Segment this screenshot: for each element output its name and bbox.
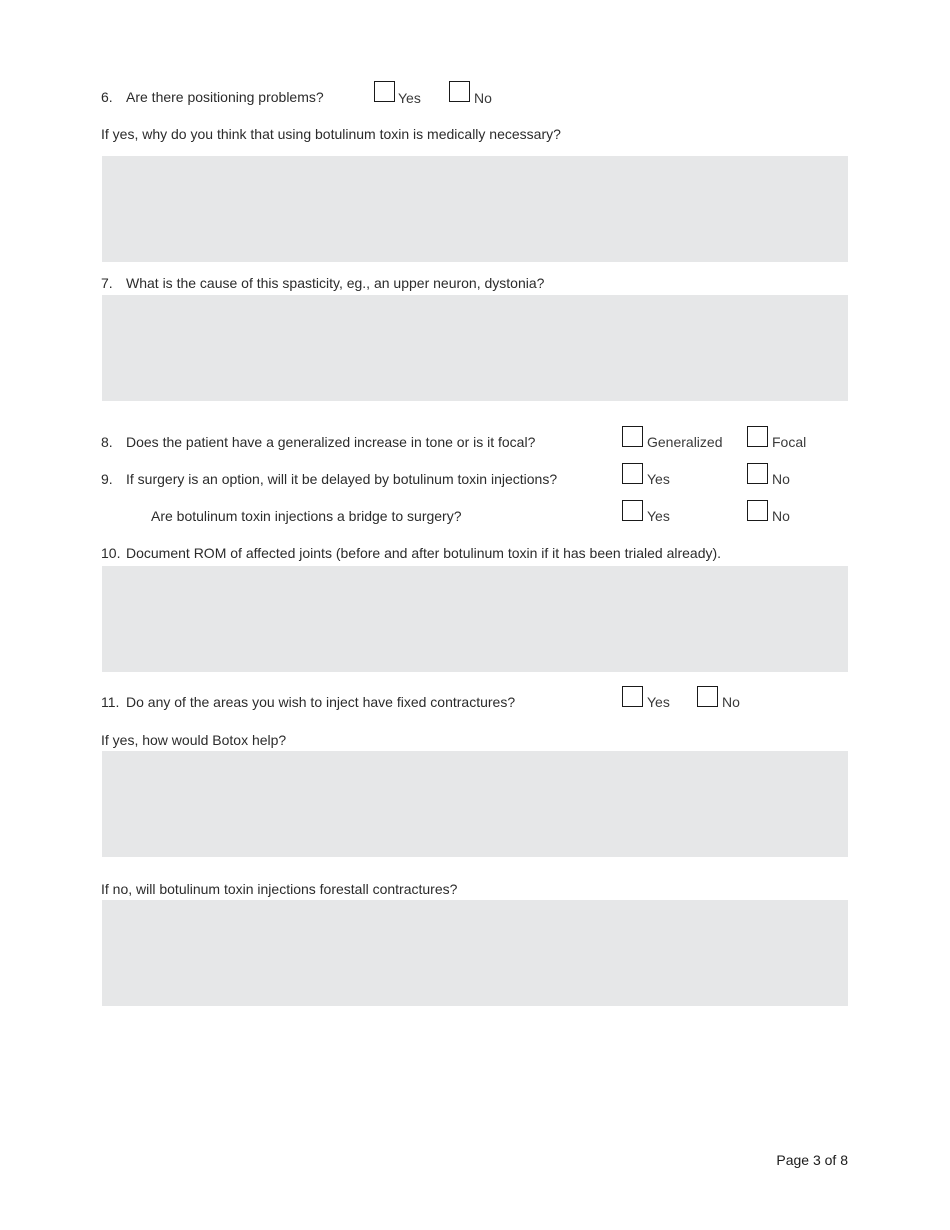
q10-question: Document ROM of affected joints (before and after botulinum toxin if it has been trialed already). [126, 545, 722, 561]
q11-question: Do any of the areas you wish to inject have fixed contractures? [126, 694, 516, 710]
q9-sub-no-checkbox[interactable] [747, 500, 768, 521]
q10-number: 10. [101, 545, 121, 561]
q9-sub-question: Are botulinum toxin injections a bridge to surgery? [151, 508, 462, 524]
q8-generalized-checkbox[interactable] [622, 426, 643, 447]
q7-question: What is the cause of this spasticity, eg., an upper neuron, dystonia? [126, 275, 545, 291]
q6-followup-label: If yes, why do you think that using botulinum toxin is medically necessary? [101, 126, 561, 142]
q8-focal-checkbox[interactable] [747, 426, 768, 447]
q9-sub-yes-label: Yes [647, 508, 670, 524]
q8-question: Does the patient have a generalized increase in tone or is it focal? [126, 434, 536, 450]
q8-focal-label: Focal [772, 434, 807, 450]
q9-question: If surgery is an option, will it be delayed by botulinum toxin injections? [126, 471, 558, 487]
q11-followup-no-label: If no, will botulinum toxin injections forestall contractures? [101, 881, 458, 897]
q8-generalized-label: Generalized [647, 434, 723, 450]
q9-no-label: No [772, 471, 790, 487]
q6-question: Are there positioning problems? [126, 89, 324, 105]
q6-yes-label: Yes [398, 90, 421, 106]
q11-followup-yes-answer-field[interactable] [102, 751, 848, 857]
q10-answer-field[interactable] [102, 566, 848, 672]
page-number: Page 3 of 8 [776, 1152, 848, 1168]
q11-followup-no-answer-field[interactable] [102, 900, 848, 1006]
q9-number: 9. [101, 471, 113, 487]
q9-sub-no-label: No [772, 508, 790, 524]
q11-no-label: No [722, 694, 740, 710]
q6-followup-answer-field[interactable] [102, 156, 848, 262]
q6-number: 6. [101, 89, 113, 105]
q11-number: 11. [101, 694, 120, 710]
q7-answer-field[interactable] [102, 295, 848, 401]
q6-no-checkbox[interactable] [449, 81, 470, 102]
q7-number: 7. [101, 275, 113, 291]
q9-sub-yes-checkbox[interactable] [622, 500, 643, 521]
q11-followup-yes-label: If yes, how would Botox help? [101, 732, 287, 748]
q9-no-checkbox[interactable] [747, 463, 768, 484]
q11-yes-checkbox[interactable] [622, 686, 643, 707]
q9-yes-checkbox[interactable] [622, 463, 643, 484]
q11-yes-label: Yes [647, 694, 670, 710]
q6-no-label: No [474, 90, 492, 106]
q9-yes-label: Yes [647, 471, 670, 487]
q6-yes-checkbox[interactable] [374, 81, 395, 102]
q8-number: 8. [101, 434, 113, 450]
q11-no-checkbox[interactable] [697, 686, 718, 707]
